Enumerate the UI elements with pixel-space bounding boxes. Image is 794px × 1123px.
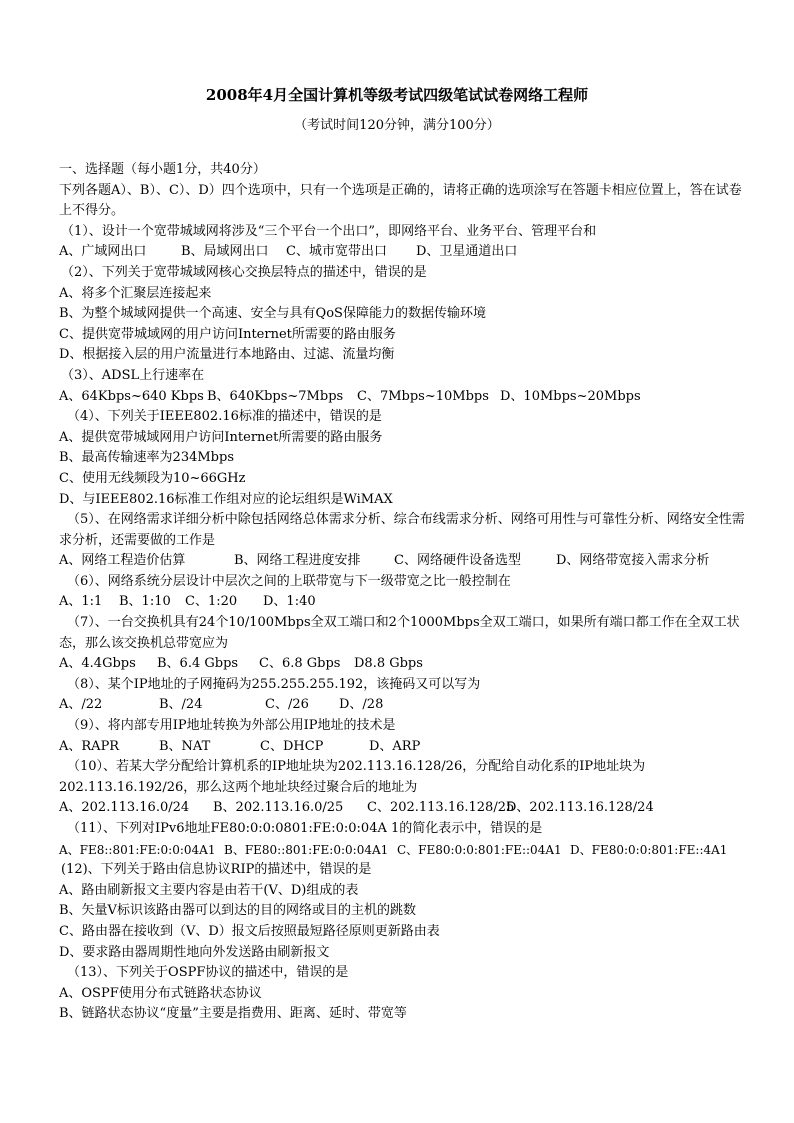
q13-option-b: B、链路状态协议“度量”主要是指费用、距离、延时、带宽等 [59, 1006, 407, 1022]
question-8-options [59, 695, 749, 716]
question-6-options [59, 592, 749, 613]
question-9-options [59, 737, 749, 758]
q6-option-c: C、1:20 [185, 594, 238, 610]
question-11-options [59, 840, 749, 861]
question-13-stem: （13）、下列关于OSPF协议的描述中，错误的是 [67, 965, 349, 981]
question-1-stem: （1）、设计一个宽带城域网将涉及“三个平台一个出口”，即网络平台、业务平台、管理平台和 [61, 223, 597, 239]
question-7-options [59, 654, 749, 675]
q7-option-d: D8.8 Gbps [354, 656, 423, 672]
q5-option-c: C、网络硬件设备选型 [394, 553, 521, 569]
q12-option-a: A、路由刷新报文主要内容是由若干(V、D)组成的表 [59, 882, 359, 898]
question-5-options [59, 551, 749, 572]
question-3-options [59, 387, 749, 408]
q12-option-d: D、要求路由器周期性地向外发送路由刷新报文 [59, 944, 330, 960]
q12-option-c: C、路由器在接收到（V、D）报文后按照最短路径原则更新路由表 [59, 923, 440, 939]
q3-option-d: D、10Mbps~20Mbps [500, 388, 641, 404]
q3-option-c: C、7Mbps~10Mbps [357, 388, 489, 404]
q9-option-d: D、ARP [369, 738, 421, 754]
question-12-stem: (12)、下列关于路由信息协议RIP的描述中，错误的是 [61, 862, 372, 878]
q8-option-b: B、/24 [159, 697, 203, 713]
q8-option-c: C、/26 [265, 697, 309, 713]
q2-option-d: D、根据接入层的用户流量进行本地路由、过滤、流量均衡 [59, 347, 395, 363]
q6-option-a: A、1:1 [59, 594, 103, 610]
q3-option-a: A、64Kbps~640 Kbps [59, 388, 204, 404]
q7-option-c: C、6.8 Gbps [259, 656, 341, 672]
question-10-options [59, 798, 749, 819]
question-10-stem: （10）、若某大学分配给计算机系的IP地址块为202.113.16.128/26，分配给自动化系的IP地址块为202.113.16.192/26，那么这两个地址块经过聚合后的地址为 [59, 759, 646, 795]
q4-option-b: B、最高传输速率为234Mbps [59, 450, 234, 466]
q10-option-a: A、202.113.16.0/24 [59, 800, 190, 816]
page-title: 2008年4月全国计算机等级考试四级笔试试卷网络工程师 [205, 86, 589, 104]
q8-option-d: D、/28 [339, 697, 384, 713]
q1-option-d: D、卫星通道出口 [416, 244, 518, 260]
q9-option-b: B、NAT [159, 738, 211, 754]
q9-option-a: A、RAPR [59, 738, 120, 754]
instructions: 下列各题A）、B）、C）、D）四个选项中，只有一个选项是正确的，请将正确的选项涂写在答题卡相应位置上，答在试卷上不得分。 [59, 182, 742, 219]
q8-option-a: A、/22 [59, 697, 103, 713]
q2-option-a: A、将多个汇聚层连接起来 [59, 285, 212, 301]
q10-option-d: D、202.113.16.128/24 [506, 800, 654, 816]
q1-option-c: C、城市宽带出口 [286, 244, 387, 260]
q12-option-b: B、矢量V标识该路由器可以到达的目的网络或目的主机的跳数 [59, 903, 416, 919]
q6-option-b: B、1:10 [119, 594, 171, 610]
question-11-stem: （11）、下列对IPv6地址FE80:0:0:0801:FE:0:0:04A 1的简化表示中，错误的是 [67, 821, 543, 836]
q4-option-d: D、与IEEE802.16标准工作组对应的论坛组织是WiMAX [59, 491, 393, 507]
q4-option-a: A、提供宽带城域网用户访问Internet所需要的路由服务 [59, 429, 383, 445]
q7-option-a: A、4.4Gbps [59, 656, 136, 672]
q13-option-a: A、OSPF使用分布式链路状态协议 [59, 985, 262, 1001]
q11-option-d: D、FE80:0:0:801:FE::4A1 [570, 842, 728, 857]
exam-content [59, 160, 749, 1025]
q5-option-b: B、网络工程进度安排 [234, 553, 361, 569]
q11-option-a: A、FE8::801:FE:0:0:04A1 [59, 842, 216, 857]
q5-option-a: A、网络工程造价估算 [59, 553, 186, 569]
question-2-stem: （2）、下列关于宽带城域网核心交换层特点的描述中，错误的是 [61, 264, 427, 280]
question-8-stem: （8）、某个IP地址的子网掩码为255.255.255.192，该掩码又可以写为 [67, 676, 481, 692]
q11-option-b: B、FE80::801:FE:0:0:04A1 [224, 842, 389, 857]
q10-option-b: B、202.113.16.0/25 [213, 800, 344, 816]
q1-option-b: B、局域网出口 [181, 244, 269, 260]
question-3-stem: （3）、ADSL上行速率在 [61, 367, 205, 383]
section-heading: 一、选择题（每小题1分，共40分） [59, 162, 266, 177]
q3-option-b: B、640Kbps~7Mbps [207, 388, 344, 404]
q2-option-b: B、为整个城域网提供一个高速、安全与具有QoS保障能力的数据传输环境 [59, 306, 486, 322]
question-6-stem: （6）、网络系统分层设计中层次之间的上联带宽与下一级带宽之比一般控制在 [67, 573, 511, 589]
question-5-stem: （5）、在网络需求详细分析中除包括网络总体需求分析、综合布线需求分析、网络可用性与可靠性分析、网络安全性需求分析，还需要做的工作是 [59, 512, 745, 548]
q4-option-c: C、使用无线频段为10~66GHz [59, 470, 246, 486]
q7-option-b: B、6.4 Gbps [157, 656, 239, 672]
q10-option-c: C、202.113.16.128/25 [367, 800, 515, 816]
question-1-options [59, 242, 749, 263]
q1-option-a: A、广域网出口 [59, 244, 147, 260]
q9-option-c: C、DHCP [260, 738, 324, 754]
question-7-stem: （7）、一台交换机具有24个10/100Mbps全双工端口和2个1000Mbps全双工端口，如果所有端口都工作在全双工状态，那么该交换机总带宽应为 [59, 615, 740, 651]
q6-option-d: D、1:40 [263, 594, 316, 610]
q5-option-d: D、网络带宽接入需求分析 [556, 553, 710, 569]
page-subtitle: （考试时间120分钟，满分100分） [294, 118, 500, 133]
q2-option-c: C、提供宽带城域网的用户访问Internet所需要的路由服务 [59, 326, 396, 342]
question-9-stem: （9）、将内部专用IP地址转换为外部公用IP地址的技术是 [67, 718, 396, 734]
question-4-stem: （4）、下列关于IEEE802.16标准的描述中，错误的是 [67, 409, 382, 425]
q11-option-c: C、FE80:0:0:801:FE::04A1 [397, 842, 562, 857]
